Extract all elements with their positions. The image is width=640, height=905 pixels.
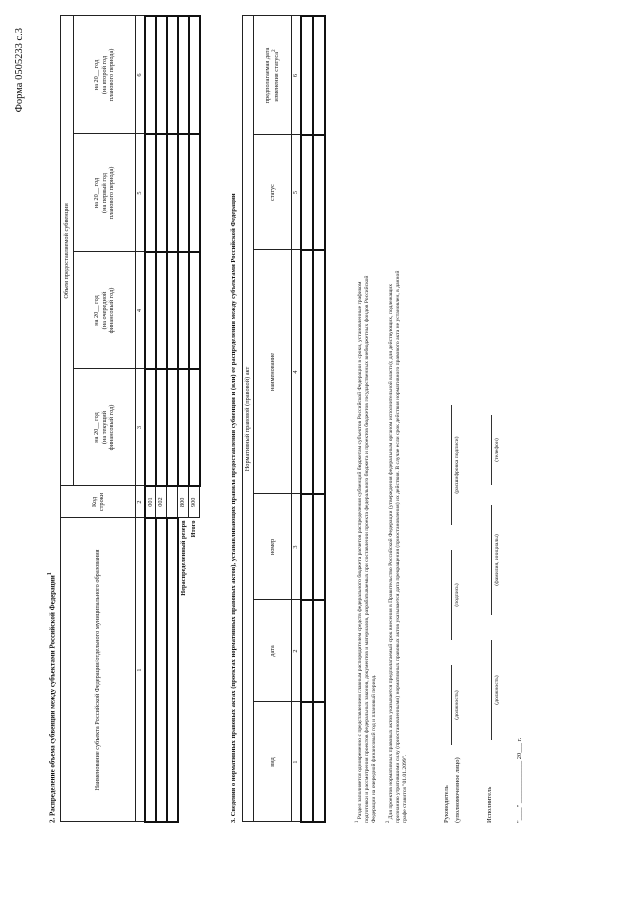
s2-cell-value[interactable] [156,16,167,134]
s2-cell-value[interactable] [189,369,200,486]
table-row [156,16,167,822]
s3-cell[interactable] [301,16,313,135]
s3-header-number: номер [254,494,292,600]
s2-cell-value[interactable] [156,369,167,486]
s3-cell[interactable] [301,494,313,600]
head-decoding-line[interactable] [451,405,452,525]
section2-title-footnote-mark: 1 [47,572,53,576]
table-row [301,16,313,822]
s3-cell[interactable] [313,494,325,600]
s2-colnum: 2 [136,486,145,518]
s2-header-year3: на 20__ год (на первый год планового периода) [74,134,136,252]
s2-header-volume: Объем предоставляемой субвенции [61,16,74,486]
s3-cell[interactable] [301,250,313,494]
s2-cell-value[interactable] [167,16,178,134]
footnote-2-line: признанию утратившими силу (приостановленными) нормативных правовых актов указывается дата прекращения (приостановления) их действия. В случае если срок действия нормативного правового акта не установлен, в данной [394,270,401,823]
s2-cell-name[interactable] [156,518,167,822]
s3-colnum: 5 [292,135,301,250]
s2-cell-value[interactable] [189,252,200,369]
executor-position-line[interactable] [491,640,492,740]
s3-cell[interactable] [313,600,325,702]
s2-cell-value[interactable] [145,252,156,369]
executor-phone-line[interactable] [491,415,492,485]
s2-cell-value[interactable] [167,134,178,252]
date-line[interactable]: "____" _____________ 20___ г. [516,737,523,823]
footnote-2-line: графе ставится "01.01.2099". [401,754,408,823]
s2-cell-value[interactable] [167,252,178,369]
head-signature-line[interactable] [451,550,452,640]
s3-colnum: 4 [292,250,301,494]
section3-title: 3. Сведения о нормативных правовых актах (проектах нормативных правовых актов), устанавливающих правила предоставления субвенции и (или) ее распределения между субъектами Российской Федерации [230,193,237,823]
s2-cell-code: 002 [156,486,167,518]
s3-header-title: наименование [254,250,292,494]
s2-cell-value[interactable] [178,134,189,252]
s3-header-kind: вид [254,702,292,822]
s2-cell-code: 900 [189,486,200,518]
section2-title [47,572,56,823]
head-sublabel: (уполномоченное лицо) [454,757,461,823]
s2-cell-value[interactable] [156,252,167,369]
table-row [145,16,156,822]
s2-cell-value[interactable] [145,369,156,486]
head-label: Руководитель [443,785,450,823]
table-row [167,16,178,822]
table-row [189,16,200,822]
s2-cell-value[interactable] [145,134,156,252]
s2-colnum: 6 [136,16,145,134]
s2-colnum: 5 [136,134,145,252]
s3-cell[interactable] [301,702,313,822]
section2-table [60,15,201,823]
section2-title-text: 2. Распределение объема субвенции между субъектами Российской Федерации [48,575,57,823]
footnote-2: $^2$ Для проектов нормативных правовых актов указывается предполагаемый срок внесения в Правительство Российской Федерации (утверждения федеральным органом исполнительной власти); для действующих, подлежащих признанию утратившими силу (приостановленными) нормативных правовых актов указывается дата прекращения (приостановления) их действия. В случае если срок действия нормативного правового акта не установлен, в данной графе ставится "01.01.2099". [385,0,409,823]
s2-cell-name[interactable] [145,518,156,822]
s2-header-year2: на 20__ год (на очередной финансовый год) [74,252,136,369]
s3-header-status: статус [254,135,292,250]
head-signature-caption: (подпись) [454,583,460,607]
s3-header-expected: предполагаемая дата изменения статуса$^2$ [254,16,292,135]
s2-colnum: 3 [136,369,145,486]
executor-phone-caption: (телефон) [494,438,500,462]
s2-cell-value[interactable] [189,134,200,252]
footnote-1-line: подготовки и рассмотрения проектов федеральных законов, документов и материалов, разрабатываемых при составлении проекта федерального бюджета и проектов бюджетов государственных внебюджетных фондов Российской [363,275,370,823]
executor-name-line[interactable] [491,505,492,615]
s3-colnum: 1 [292,702,301,822]
executor-label: Исполнитель [486,786,493,823]
s3-cell[interactable] [313,135,325,250]
s3-colnum: 3 [292,494,301,600]
s2-cell-value[interactable] [167,369,178,486]
form-label: Форма 0505233 с.3 [14,28,25,113]
s2-colnum: 4 [136,252,145,369]
s2-cell-name[interactable] [167,518,178,822]
s3-cell[interactable] [313,16,325,135]
footnote-1-line: Федерации на очередной финансовый год и плановый период. [370,674,377,823]
footnote-1-line: Раздел заполняется одновременно с представлением главным распорядителем средств федерального бюджета расчетов распределения субвенций бюджетам субъектов Российской Федерации в сроки, установленные графиком [356,281,363,820]
s3-header-act: Нормативный правовой (правовой) акт [243,16,254,822]
s2-cell-code [167,486,178,518]
s2-cell-value[interactable] [178,252,189,369]
head-position-caption: (должность) [454,690,460,720]
s3-cell[interactable] [313,250,325,494]
s3-colnum: 2 [292,600,301,702]
s2-header-name: Наименование субъекта Российской Федерации/отдельного муниципального образования [61,518,136,822]
s3-colnum: 6 [292,16,301,135]
table-row [313,16,325,822]
executor-position-caption: (должность) [494,675,500,705]
s2-header-year1: на 20__ год (на текущий финансовый год) [74,369,136,486]
s3-cell[interactable] [301,600,313,702]
s3-header-date: дата [254,600,292,702]
s2-header-code: Код строки [61,486,136,518]
s3-cell[interactable] [313,702,325,822]
footnote-1: $^1$ Раздел заполняется одновременно с представлением главным распорядителем средств федерального бюджета расчетов распределения субвенций бюджетам субъектов Российской Федерации в сроки, установленные графиком подготовки и рассмотрения проектов федеральных законов, документов и материалов, разрабатываемых при составлении проекта федерального бюджета и проектов бюджетов государственных внебюджетных фондов Российской Федерации на очередной финансовый год и плановый период. [354,0,378,823]
s2-cell-value[interactable] [178,16,189,134]
s2-reserve-label: Нераспределенный резерв [178,518,189,822]
s2-total-label: Итого [189,518,200,822]
s2-colnum: 1 [136,518,145,822]
s2-cell-code: 001 [145,486,156,518]
s2-cell-value[interactable] [189,16,200,134]
s3-cell[interactable] [301,135,313,250]
s2-header-year4: на 20__ год (на второй год планового периода) [74,16,136,134]
executor-name-caption: (фамилия, инициалы) [494,534,500,586]
s2-cell-value[interactable] [178,369,189,486]
footnote-2-line: Для проектов нормативных правовых актов указывается предполагаемый срок внесения в Правительство Российской Федерации (утверждения федеральным органом исполнительной власти); для действующих, подлежащих [387,283,394,820]
head-decoding-caption: (расшифровка подписи) [454,436,460,494]
s2-cell-code: 800 [178,486,189,518]
head-position-line[interactable] [451,665,452,745]
s2-cell-value[interactable] [156,134,167,252]
table-row [178,16,189,822]
section3-table [242,15,326,823]
s2-cell-value[interactable] [145,16,156,134]
